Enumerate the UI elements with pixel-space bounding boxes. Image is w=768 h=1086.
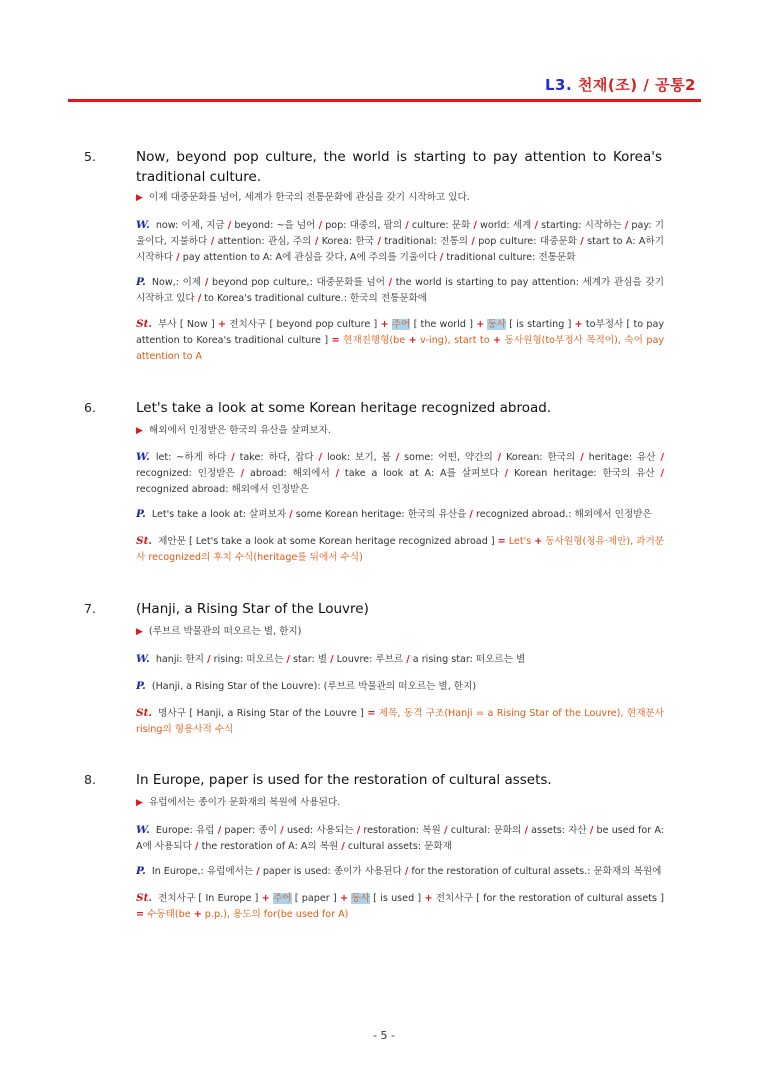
- st-icon: St.: [136, 535, 153, 547]
- triangle-icon: ▶: [136, 193, 143, 203]
- item-translation: ▶ 유럽에서는 종이가 문화재의 복원에 사용된다.: [136, 797, 341, 808]
- p-icon: P.: [136, 680, 146, 692]
- item-structure: St. 전치사구 [ In Europe ] + 주어 [ paper ] + 동사 [ is used ] + 전치사구 [ for the restoration of cultural assets ] = 수동태(be + p.p.), 용도의 for(be used for A): [136, 892, 665, 920]
- item-words: W. hanji: 한지 / rising: 떠오르는 / star: 별 / Louvre: 루브르 / a rising star: 떠오르는 별: [136, 653, 526, 665]
- st-icon: St.: [136, 318, 153, 330]
- header-type: 공통2: [655, 76, 696, 94]
- triangle-icon: ▶: [136, 798, 143, 808]
- item-number: 7.: [84, 601, 96, 616]
- item-phrases: P. Let's take a look at: 살펴보자 / some Korean heritage: 한국의 유산을 / recognized abroad.: 해외에서 인정받은: [136, 508, 652, 520]
- st-icon: St.: [136, 892, 153, 904]
- item-sentence: In Europe, paper is used for the restoration of cultural assets.: [136, 772, 552, 788]
- header-slash: /: [643, 76, 650, 94]
- p-icon: P.: [136, 276, 146, 288]
- item-number: 5.: [84, 149, 96, 164]
- header-rule: [68, 99, 701, 102]
- page-number: - 5 -: [373, 1029, 395, 1042]
- item-translation: ▶ 이제 대중문화를 넘어, 세계가 한국의 전통문화에 관심을 갖기 시작하고 있다.: [136, 192, 470, 203]
- item-structure: St. 명사구 [ Hanji, a Rising Star of the Louvre ] = 제목, 동격 구조(Hanji = a Rising Star of the Louvre), 현재분사 rising의 형용사적 수식: [136, 707, 664, 735]
- item-phrases: P. (Hanji, a Rising Star of the Louvre): (루브르 박물관의 떠오르는 별, 한지): [136, 680, 477, 692]
- triangle-icon: ▶: [136, 426, 143, 436]
- item-number: 8.: [84, 772, 96, 787]
- item-translation: ▶ (루브르 박물관의 떠오르는 별, 한지): [136, 626, 302, 637]
- item-sentence: (Hanji, a Rising Star of the Louvre): [136, 601, 369, 617]
- p-icon: P.: [136, 508, 146, 520]
- item-structure: St. 제안문 [ Let's take a look at some Korean heritage recognized abroad ] = Let's + 동사원형(청유·제안), 과거분사 recognized의 후치 수식(heritage를 뒤에서 수식): [136, 535, 664, 563]
- item-number: 6.: [84, 400, 96, 415]
- item-words: W. let: ~하게 하다 / take: 하다, 잡다 / look: 보기, 봄 / some: 어떤, 약간의 / Korean: 한국의 / heritage: 유산 / recognized: 인정받은 / abroad: 해외에서 / take a look at A: A를 살펴보다 / Korean heritage: 한국의 유산 / recognized abroad: 해외에서 인정받은: [136, 451, 664, 495]
- item-phrases: P. Now,: 이제 / beyond pop culture,: 대중문화를 넘어 / the world is starting to pay attention: 세계가 관심을 갖기 시작하고 있다 / to Korea's traditional culture.: 한국의 전통문화에: [136, 276, 664, 304]
- item-words: W. now: 이제, 지금 / beyond: ~을 넘어 / pop: 대중의, 팝의 / culture: 문화 / world: 세계 / starting: 시작하는 / pay: 기울이다, 지불하다 / attention: 관심, 주의 / Korea: 한국 / traditional: 전통의 / pop culture: 대중문화 / start to A: A하기 시작하다 / pay attention to A: A에 관심을 갖다, A에 주의를 기울이다 / traditional culture: 전통문화: [136, 219, 664, 263]
- w-icon: W.: [136, 219, 150, 231]
- w-icon: W.: [136, 451, 150, 463]
- lesson-header: [545, 74, 696, 95]
- w-icon: W.: [136, 824, 150, 836]
- p-icon: P.: [136, 865, 146, 877]
- item-sentence: Let's take a look at some Korean heritage recognized abroad.: [136, 400, 552, 416]
- item-words: W. Europe: 유럽 / paper: 종이 / used: 사용되는 / restoration: 복원 / cultural: 문화의 / assets: 자산 / be used for A: A에 사용되다 / the restoration of A: A의 복원 / cultural assets: 문화재: [136, 824, 664, 852]
- item-sentence: Now, beyond pop culture, the world is starting to pay attention to Korea's traditional culture.: [136, 149, 662, 185]
- publisher: 천재(조): [577, 76, 638, 94]
- item-phrases: P. In Europe,: 유럽에서는 / paper is used: 종이가 사용된다 / for the restoration of cultural assets.: 문화재의 복원에: [136, 865, 662, 877]
- item-structure: St. 부사 [ Now ] + 전치사구 [ beyond pop culture ] + 주어 [ the world ] + 동사 [ is starting ] + to부정사 [ to pay attention to Korea's traditional culture ] = 현재진행형(be + v-ing), start to + 동사원형(to부정사 목적어), 숙어 pay attention to A: [136, 318, 664, 362]
- st-icon: St.: [136, 707, 153, 719]
- w-icon: W.: [136, 653, 150, 665]
- triangle-icon: ▶: [136, 627, 143, 637]
- lesson-code: L3.: [545, 76, 573, 94]
- item-translation: ▶ 해외에서 인정받은 한국의 유산을 살펴보자.: [136, 425, 331, 436]
